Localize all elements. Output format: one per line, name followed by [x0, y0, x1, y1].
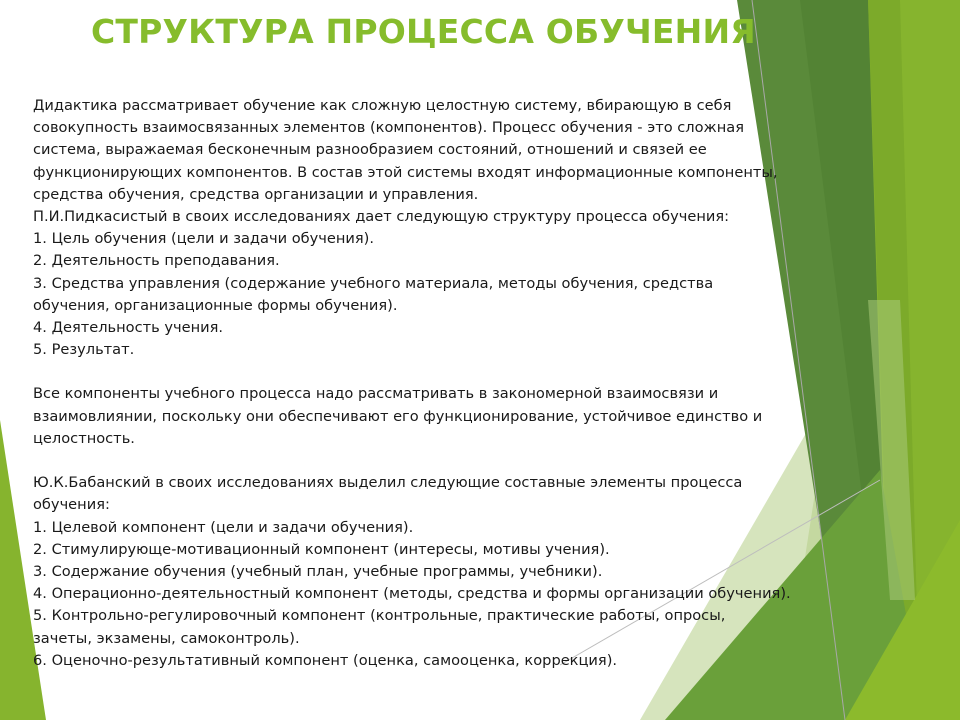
list-lead: П.И.Пидкасистый в своих исследованиях дает следующую структуру процесса обучения:	[33, 207, 730, 225]
relation-paragraph	[33, 383, 893, 450]
list-item: 4. Деятельность учения.	[33, 318, 224, 336]
text-line: целостность.	[33, 429, 135, 447]
list-item: 5. Результат.	[33, 341, 135, 359]
text-line: Все компоненты учебного процесса надо рассматривать в закономерной взаимосвязи и	[33, 385, 719, 403]
list-item: 3. Средства управления (содержание учебного материала, методы обучения, средства	[33, 274, 714, 292]
slide-body	[33, 95, 893, 672]
list-item: 6. Оценочно-результативный компонент (оценка, самооценка, коррекция).	[33, 651, 618, 669]
list-lead: Ю.К.Бабанский в своих исследованиях выделил следующие составные элементы процесса	[33, 474, 743, 492]
text-line: система, выражаемая бесконечным разнообразием состояний, отношений и связей ее	[33, 141, 707, 159]
list-item: зачеты, экзамены, самоконтроль).	[33, 629, 300, 647]
text-line: совокупность взаимосвязанных элементов (компонентов). Процесс обучения - это сложная	[33, 119, 744, 137]
text-line: Дидактика рассматривает обучение как сложную целостную систему, вбирающую в себя	[33, 97, 732, 114]
text-line: функционирующих компонентов. В состав этой системы входят информационные компоненты,	[33, 163, 778, 181]
list-item: 3. Содержание обучения (учебный план, учебные программы, учебники).	[33, 562, 603, 580]
list-item: обучения, организационные формы обучения).	[33, 296, 398, 314]
list-item: 2. Деятельность преподавания.	[33, 252, 280, 270]
list-item: 1. Целевой компонент (цели и задачи обучения).	[33, 518, 414, 536]
list-lead: обучения:	[33, 496, 110, 514]
list-item: 1. Цель обучения (цели и задачи обучения).	[33, 230, 375, 248]
paragraph-gap	[33, 361, 893, 383]
list-item: 4. Операционно-деятельностный компонент (методы, средства и формы организации обучения).	[33, 585, 791, 603]
text-line: взаимовлиянии, поскольку они обеспечивают его функционирование, устойчивое единство и	[33, 407, 763, 425]
babansky-structure	[33, 472, 893, 672]
list-item: 5. Контрольно-регулировочный компонент (контрольные, практические работы, опросы,	[33, 607, 726, 625]
list-item: 2. Стимулирующе-мотивационный компонент (интересы, мотивы учения).	[33, 540, 610, 558]
intro-paragraph	[33, 95, 893, 206]
text-line: средства обучения, средства организации и управления.	[33, 185, 479, 203]
slide-title: СТРУКТУРА ПРОЦЕССА ОБУЧЕНИЯ	[91, 12, 756, 51]
paragraph-gap	[33, 450, 893, 472]
pidkasisty-structure	[33, 206, 893, 361]
